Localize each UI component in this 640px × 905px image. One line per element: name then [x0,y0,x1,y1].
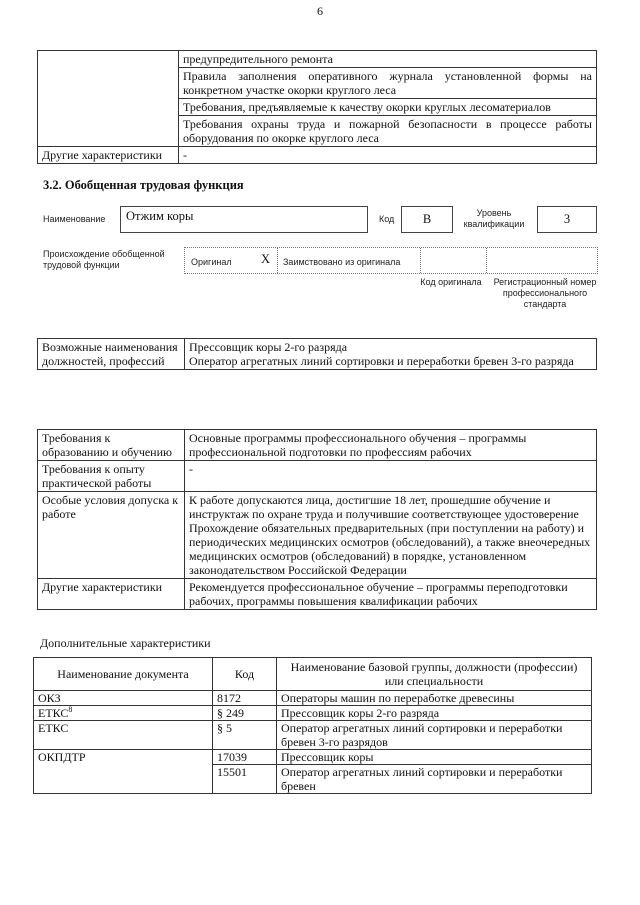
requirements-table [37,429,597,610]
code-label: Код [379,214,395,224]
table-row [34,691,592,706]
conditions-value: К работе допускаются лица, достигшие 18 лет, прошедшие обучение и инструктаж по охране труда и получившие соответствующее удостоверение [189,493,579,521]
knowledge-item: предупредительного ремонта [179,51,597,68]
additional-title: Дополнительные характеристики [40,636,211,650]
table-row [34,750,592,765]
table-row [34,721,592,750]
code-value: B [401,206,453,233]
other-value: Рекомендуется профессиональное обучение – программы переподготовки рабочих, программы повышения квалификации рабочих [185,579,597,610]
doc-name: ЕТКС [38,706,69,720]
origin-label: Происхождение обобщенной трудовой функции [43,249,165,270]
doc-code: 8172 [213,691,277,706]
divider [420,248,422,273]
group-name: Оператор агрегатных линий сортировки и переработки бревен 3-го разрядов [277,721,592,750]
section-title: 3.2. Обобщенная трудовая функция [43,178,244,192]
code-original-caption: Код оригинала [420,277,482,287]
group-name: Прессовщик коры [277,750,592,765]
experience-value: - [185,461,597,492]
other-characteristics-value: - [179,147,597,164]
name-value: Отжим коры [120,206,368,233]
top-knowledge-table [37,50,597,164]
header-doc: Наименование документа [34,658,213,691]
doc-code: 17039 [213,750,277,765]
doc-name: ОКПДТР [38,750,86,764]
header-code: Код [213,658,277,691]
positions-table [37,338,597,370]
level-value: 3 [537,206,597,233]
doc-code: 15501 [213,765,277,794]
table-row [34,706,592,721]
conditions-label: Особые условия допуска к работе [38,492,185,579]
original-label: Оригинал [191,257,232,267]
doc-name: ОКЗ [38,691,61,705]
conditions-value: Прохождение обязательных предварительных (при поступлении на работу) и периодических медицинских осмотров (обследований), а также внеочередных медицинских осмотров (обследований) в порядке, установленном законодательством Российской Федерации [189,521,591,577]
knowledge-item: Требования, предъявляемые к качеству окорки круглых лесоматериалов [179,99,597,116]
experience-label: Требования к опыту практической работы [38,461,185,492]
knowledge-item: Правила заполнения оперативного журнала установленной формы на конкретном участке окорки круглого леса [179,68,597,99]
position-item: Прессовщик коры 2-го разряда [189,340,348,354]
doc-code: § 5 [213,721,277,750]
group-name: Оператор агрегатных линий сортировки и переработки бревен [277,765,592,794]
positions-label: Возможные наименования должностей, профессий [38,339,185,370]
additional-table [33,657,592,794]
other-characteristics-label: Другие характеристики [38,147,179,164]
divider [277,248,279,273]
name-label: Наименование [43,214,106,224]
origin-box [184,247,598,274]
footnote-mark: 8 [68,705,73,714]
education-label: Требования к образованию и обучению [38,430,185,461]
doc-code: § 249 [213,706,277,721]
page-number: 6 [317,4,323,18]
empty-label-cell [38,51,179,147]
doc-name: ЕТКС [38,721,69,735]
original-mark: X [261,252,271,266]
knowledge-item: Требования охраны труда и пожарной безопасности в процессе работы оборудования по окорке круглого леса [179,116,597,147]
position-item: Оператор агрегатных линий сортировки и переработки бревен 3-го разряда [189,354,574,368]
group-name: Прессовщик коры 2-го разряда [277,706,592,721]
reg-number-caption: Регистрационный номер профессионального стандарта [493,277,597,309]
divider [486,248,488,273]
other-label: Другие характеристики [38,579,185,610]
level-label: Уровень квалификации [463,208,525,229]
borrowed-label: Заимствовано из оригинала [283,257,401,267]
education-value: Основные программы профессионального обучения – программы профессиональной подготовки по профессиям рабочих [185,430,597,461]
group-name: Операторы машин по переработке древесины [277,691,592,706]
header-name: Наименование базовой группы, должности (профессии) или специальности [277,658,592,691]
